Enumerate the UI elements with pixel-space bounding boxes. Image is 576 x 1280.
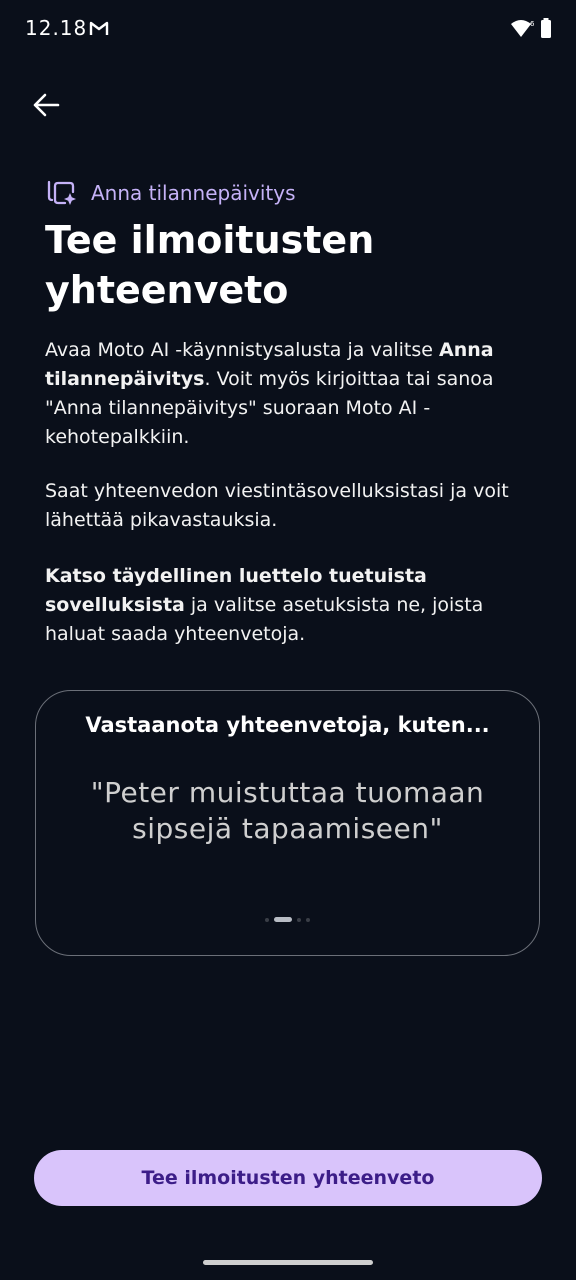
page-dot bbox=[306, 918, 310, 922]
supported-apps-text: ja valitse asetuksista ne, joista haluat saada yhteenvetoja. bbox=[45, 594, 484, 645]
instructions-paragraph bbox=[45, 336, 535, 452]
status-bar bbox=[0, 0, 576, 58]
page-dot-active bbox=[274, 917, 292, 922]
supported-apps-paragraph bbox=[45, 562, 535, 649]
summary-paragraph: Saat yhteenvedon viestintäsovelluksistasi ja voit lähettää pikavastauksia. bbox=[45, 480, 509, 531]
summarize-notifications-button[interactable]: Tee ilmoitusten yhteenveto bbox=[34, 1150, 542, 1206]
supported-apps-link[interactable]: Katso täydellinen luettelo tuetuista sovelluksista bbox=[45, 565, 427, 616]
feature-label: Anna tilannepäivitys bbox=[91, 180, 296, 205]
sparkle-cards-icon bbox=[46, 174, 78, 211]
wifi-icon bbox=[510, 18, 536, 43]
card-heading: Vastaanota yhteenvetoja, kuten... bbox=[85, 713, 490, 737]
back-button[interactable] bbox=[25, 84, 67, 126]
card-quote: "Peter muistuttaa tuomaan sipsejä tapaamiseen" bbox=[90, 776, 485, 845]
back-arrow-icon bbox=[31, 90, 61, 120]
page-dot bbox=[265, 918, 269, 922]
gmail-icon bbox=[89, 20, 109, 41]
instructions-text-1: Avaa Moto AI -käynnistysalusta ja valitse bbox=[45, 339, 439, 361]
battery-icon bbox=[540, 18, 552, 43]
page-dot bbox=[297, 918, 301, 922]
example-card[interactable] bbox=[35, 690, 540, 956]
home-indicator[interactable] bbox=[203, 1260, 373, 1265]
page-title: Tee ilmoitusten yhteenveto bbox=[45, 218, 375, 312]
svg-text:6: 6 bbox=[530, 20, 535, 28]
instructions-text-2: . Voit myös kirjoittaa tai sanoa "Anna tilannepäivitys" suoraan Moto AI -kehotepalkkiin. bbox=[45, 368, 494, 448]
feature-header bbox=[46, 174, 296, 211]
page-indicator bbox=[36, 917, 539, 922]
status-time: 12.18 bbox=[25, 16, 88, 40]
instructions-bold-feature: Anna tilannepäivitys bbox=[45, 339, 494, 390]
